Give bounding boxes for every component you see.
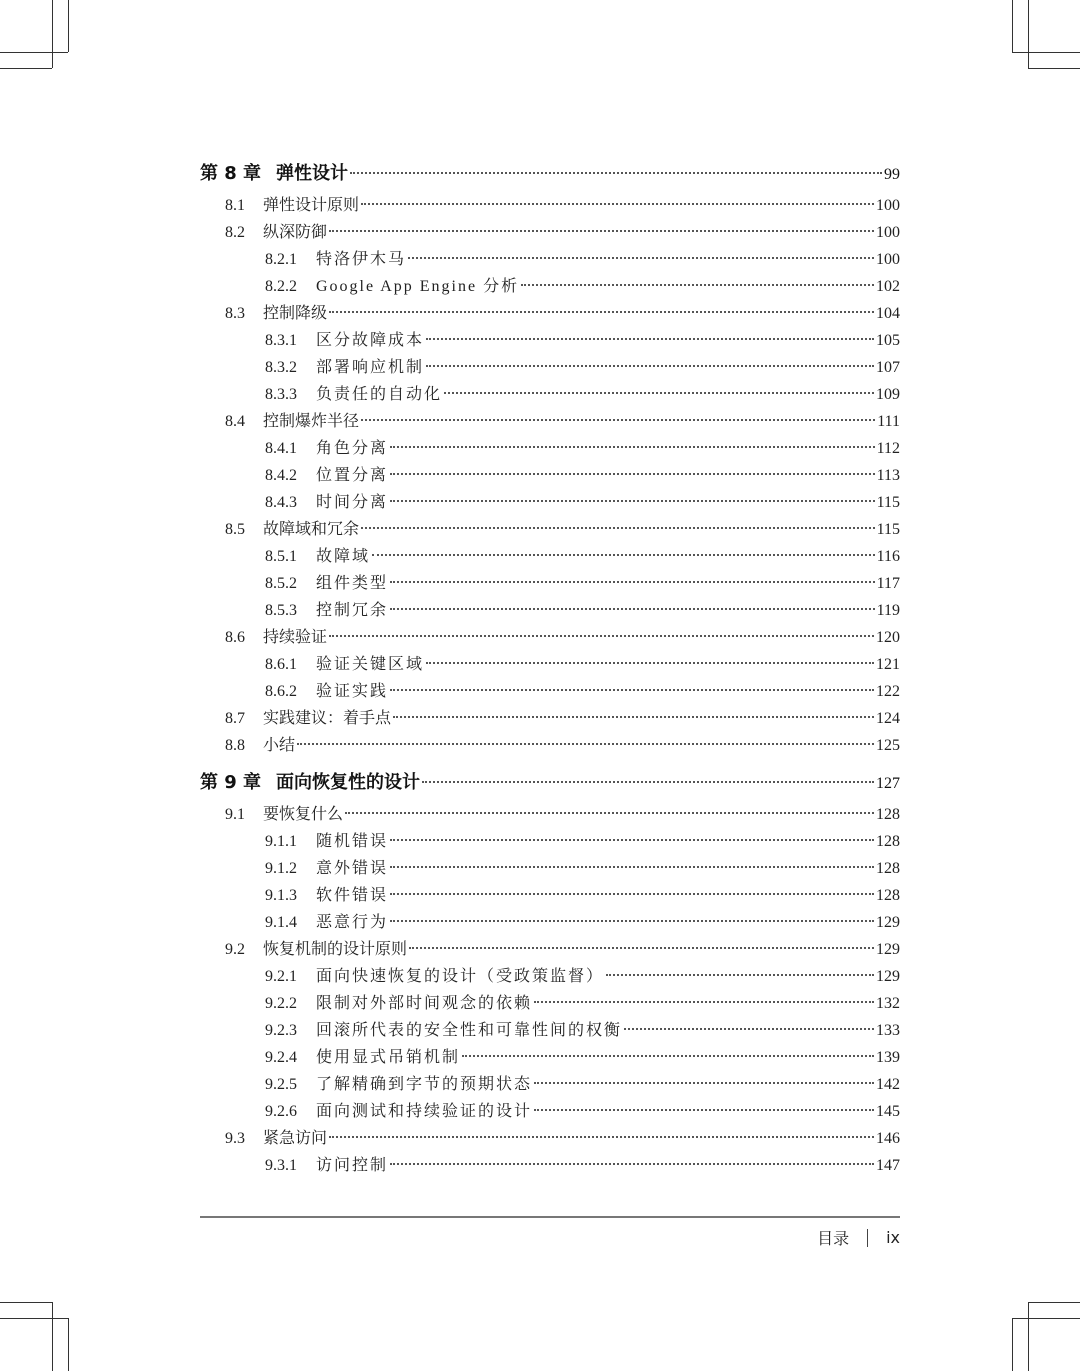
dot-leader [390, 689, 874, 691]
entry-number: 8.5.1 [265, 548, 297, 565]
entry-page-number: 115 [876, 521, 900, 538]
toc-entry[interactable] [200, 462, 900, 489]
toc-entry[interactable] [200, 828, 900, 855]
entry-page-number: 133 [876, 1022, 900, 1039]
dot-leader [329, 1136, 874, 1138]
toc-entry[interactable] [200, 408, 900, 435]
dot-leader [390, 839, 874, 841]
entry-title: 控制爆炸半径 [263, 413, 360, 430]
toc-entry[interactable] [200, 1152, 900, 1179]
entry-number: 8.3.1 [265, 332, 297, 349]
toc-entry[interactable] [200, 300, 900, 327]
toc-entry[interactable] [200, 435, 900, 462]
footer-page-number: ix [886, 1228, 900, 1247]
entry-number: 9.3.1 [265, 1157, 297, 1174]
toc-entry[interactable] [200, 597, 900, 624]
dot-leader [390, 446, 875, 448]
entry-number: 9.1.2 [265, 860, 297, 877]
crop-mark [0, 1318, 68, 1319]
entry-title: 纵深防御 [263, 224, 328, 241]
dot-leader [393, 716, 874, 718]
crop-mark [1028, 1302, 1029, 1371]
entry-page-number: 99 [884, 166, 900, 183]
entry-page-number: 115 [876, 494, 900, 511]
entry-page-number: 112 [876, 440, 900, 457]
toc-entry[interactable] [200, 1125, 900, 1152]
entry-page-number: 117 [876, 575, 900, 592]
entry-page-number: 128 [876, 860, 900, 877]
entry-title: 控制降级 [263, 305, 328, 322]
entry-page-number: 127 [876, 775, 900, 792]
entry-number: 8.2.1 [265, 251, 297, 268]
dot-leader [297, 743, 874, 745]
entry-title: 小结 [263, 737, 296, 754]
dot-leader [329, 311, 874, 313]
crop-mark [1028, 68, 1080, 69]
entry-page-number: 132 [876, 995, 900, 1012]
entry-title: 弹性设计原则 [263, 197, 360, 214]
entry-title: 区分故障成本 [316, 332, 425, 349]
entry-number: 8.7 [225, 710, 245, 727]
crop-mark [0, 52, 68, 53]
entry-title: 意外错误 [316, 860, 389, 877]
entry-number: 8.3.2 [265, 359, 297, 376]
entry-number: 第 9 章 [200, 772, 262, 793]
entry-page-number: 147 [876, 1157, 900, 1174]
entry-title: 随机错误 [316, 833, 389, 850]
entry-number: 8.3 [225, 305, 245, 322]
entry-page-number: 102 [876, 278, 900, 295]
entry-title: 了解精确到字节的预期状态 [316, 1076, 533, 1093]
dot-leader [390, 1163, 874, 1165]
entry-title: 恶意行为 [316, 914, 389, 931]
entry-title: 验证实践 [316, 683, 389, 700]
entry-title: 故障域 [316, 548, 371, 565]
dot-leader [426, 662, 874, 664]
entry-title: 角色分离 [316, 440, 389, 457]
entry-number: 8.5.3 [265, 602, 297, 619]
toc-entry[interactable] [200, 327, 900, 354]
dot-leader [521, 284, 874, 286]
dot-leader [422, 781, 874, 783]
entry-title: 特洛伊木马 [316, 251, 407, 268]
entry-title: 验证关键区域 [316, 656, 425, 673]
toc-entry[interactable] [200, 219, 900, 246]
entry-number: 9.1.4 [265, 914, 297, 931]
toc-entry[interactable] [200, 354, 900, 381]
entry-title: 实践建议：着手点 [263, 710, 392, 727]
entry-number: 9.2.1 [265, 968, 297, 985]
dot-leader [390, 581, 875, 583]
dot-leader [372, 554, 875, 556]
dot-leader [408, 257, 874, 259]
entry-title: 紧急访问 [263, 1130, 328, 1147]
dot-leader [534, 1109, 874, 1111]
entry-number: 9.2.4 [265, 1049, 297, 1066]
entry-page-number: 125 [876, 737, 900, 754]
toc-entry[interactable] [200, 489, 900, 516]
toc-entry[interactable] [200, 192, 900, 219]
entry-title: 回滚所代表的安全性和可靠性间的权衡 [316, 1022, 623, 1039]
crop-mark [68, 1318, 69, 1371]
entry-title: Google App Engine 分析 [316, 278, 520, 295]
dot-leader [624, 1028, 874, 1030]
entry-number: 8.3.3 [265, 386, 297, 403]
entry-title: 使用显式吊销机制 [316, 1049, 461, 1066]
entry-number: 9.3 [225, 1130, 245, 1147]
dot-leader [390, 920, 874, 922]
toc-entry[interactable] [200, 516, 900, 543]
footer-divider [200, 1216, 900, 1218]
dot-leader [534, 1001, 874, 1003]
dot-leader [409, 947, 874, 949]
toc-chapter-entry[interactable] [200, 769, 900, 801]
toc-entry[interactable] [200, 936, 900, 963]
toc-entry[interactable] [200, 273, 900, 300]
toc-entry[interactable] [200, 624, 900, 651]
entry-title: 访问控制 [316, 1157, 389, 1174]
entry-title: 面向测试和持续验证的设计 [316, 1103, 533, 1120]
dot-leader [426, 365, 874, 367]
entry-title: 面向恢复性的设计 [276, 772, 420, 793]
entry-page-number: 100 [876, 251, 900, 268]
entry-page-number: 105 [876, 332, 900, 349]
toc-entry[interactable] [200, 570, 900, 597]
entry-title: 故障域和冗余 [263, 521, 360, 538]
entry-title: 要恢复什么 [263, 806, 344, 823]
entry-number: 9.2.2 [265, 995, 297, 1012]
entry-number: 8.6.2 [265, 683, 297, 700]
entry-page-number: 107 [876, 359, 900, 376]
toc-entry[interactable] [200, 732, 900, 759]
entry-page-number: 128 [876, 833, 900, 850]
toc-entry[interactable] [200, 882, 900, 909]
crop-mark [0, 1302, 52, 1303]
dot-leader [444, 392, 874, 394]
dot-leader [390, 893, 874, 895]
toc-entry[interactable] [200, 990, 900, 1017]
entry-page-number: 129 [876, 914, 900, 931]
entry-number: 8.4.2 [265, 467, 297, 484]
entry-number: 8.6.1 [265, 656, 297, 673]
entry-page-number: 129 [876, 968, 900, 985]
entry-page-number: 113 [876, 467, 900, 484]
crop-mark [1028, 1302, 1080, 1303]
toc-entry[interactable] [200, 909, 900, 936]
toc-entry[interactable] [200, 651, 900, 678]
crop-mark [52, 0, 53, 68]
toc-entry[interactable] [200, 246, 900, 273]
entry-number: 8.5.2 [265, 575, 297, 592]
entry-title: 负责任的自动化 [316, 386, 443, 403]
crop-mark [0, 68, 52, 69]
entry-page-number: 124 [876, 710, 900, 727]
entry-page-number: 104 [876, 305, 900, 322]
dot-leader [390, 608, 875, 610]
entry-page-number: 100 [876, 224, 900, 241]
entry-number: 9.1.3 [265, 887, 297, 904]
entry-page-number: 100 [876, 197, 900, 214]
toc-entry[interactable] [200, 705, 900, 732]
footer-separator [867, 1229, 868, 1247]
dot-leader [462, 1055, 874, 1057]
entry-title: 时间分离 [316, 494, 389, 511]
entry-page-number: 128 [876, 887, 900, 904]
dot-leader [329, 230, 874, 232]
entry-page-number: 146 [876, 1130, 900, 1147]
entry-title: 位置分离 [316, 467, 389, 484]
toc-entry[interactable] [200, 963, 900, 990]
dot-leader [361, 203, 874, 205]
dot-leader [606, 974, 874, 976]
entry-number: 8.8 [225, 737, 245, 754]
entry-title: 弹性设计 [276, 163, 348, 184]
entry-title: 软件错误 [316, 887, 389, 904]
dot-leader [390, 500, 875, 502]
entry-number: 第 8 章 [200, 163, 262, 184]
entry-number: 9.1.1 [265, 833, 297, 850]
dot-leader [345, 812, 874, 814]
toc-entry[interactable] [200, 381, 900, 408]
entry-page-number: 111 [877, 413, 900, 430]
entry-page-number: 119 [876, 602, 900, 619]
entry-number: 9.1 [225, 806, 245, 823]
crop-mark [1012, 0, 1013, 52]
entry-title: 部署响应机制 [316, 359, 425, 376]
dot-leader [426, 338, 874, 340]
dot-leader [350, 172, 882, 174]
entry-title: 限制对外部时间观念的依赖 [316, 995, 533, 1012]
entry-number: 8.4 [225, 413, 245, 430]
dot-leader [390, 866, 874, 868]
entry-number: 8.2 [225, 224, 245, 241]
crop-mark [52, 1302, 53, 1371]
entry-number: 8.4.3 [265, 494, 297, 511]
dot-leader [534, 1082, 874, 1084]
entry-title: 控制冗余 [316, 602, 389, 619]
entry-page-number: 122 [876, 683, 900, 700]
entry-page-number: 139 [876, 1049, 900, 1066]
dot-leader [361, 527, 875, 529]
toc-entry[interactable] [200, 543, 900, 570]
page-footer [817, 1226, 900, 1249]
dot-leader [329, 635, 874, 637]
crop-mark [1012, 52, 1080, 53]
entry-page-number: 121 [876, 656, 900, 673]
entry-number: 9.2 [225, 941, 245, 958]
crop-mark [68, 0, 69, 52]
entry-page-number: 120 [876, 629, 900, 646]
entry-number: 8.6 [225, 629, 245, 646]
table-of-contents [200, 160, 900, 1179]
toc-entry[interactable] [200, 855, 900, 882]
entry-page-number: 129 [876, 941, 900, 958]
toc-entry[interactable] [200, 1017, 900, 1044]
entry-page-number: 109 [876, 386, 900, 403]
entry-title: 面向快速恢复的设计（受政策监督） [316, 968, 605, 985]
crop-mark [1028, 0, 1029, 68]
entry-number: 8.2.2 [265, 278, 297, 295]
toc-entry[interactable] [200, 678, 900, 705]
entry-number: 9.2.6 [265, 1103, 297, 1120]
entry-number: 8.5 [225, 521, 245, 538]
entry-page-number: 116 [876, 548, 900, 565]
entry-page-number: 145 [876, 1103, 900, 1120]
footer-section-label: 目录 [817, 1229, 850, 1248]
toc-chapter-entry[interactable] [200, 160, 900, 192]
entry-title: 恢复机制的设计原则 [263, 941, 408, 958]
crop-mark [1012, 1318, 1013, 1371]
entry-number: 8.1 [225, 197, 245, 214]
dot-leader [390, 473, 875, 475]
entry-page-number: 142 [876, 1076, 900, 1093]
entry-title: 持续验证 [263, 629, 328, 646]
entry-number: 8.4.1 [265, 440, 297, 457]
toc-entry[interactable] [200, 1071, 900, 1098]
entry-title: 组件类型 [316, 575, 389, 592]
crop-mark [1012, 1318, 1080, 1319]
entry-number: 9.2.3 [265, 1022, 297, 1039]
entry-number: 9.2.5 [265, 1076, 297, 1093]
entry-page-number: 128 [876, 806, 900, 823]
toc-entry[interactable] [200, 1044, 900, 1071]
toc-entry[interactable] [200, 1098, 900, 1125]
dot-leader [361, 419, 875, 421]
toc-entry[interactable] [200, 801, 900, 828]
